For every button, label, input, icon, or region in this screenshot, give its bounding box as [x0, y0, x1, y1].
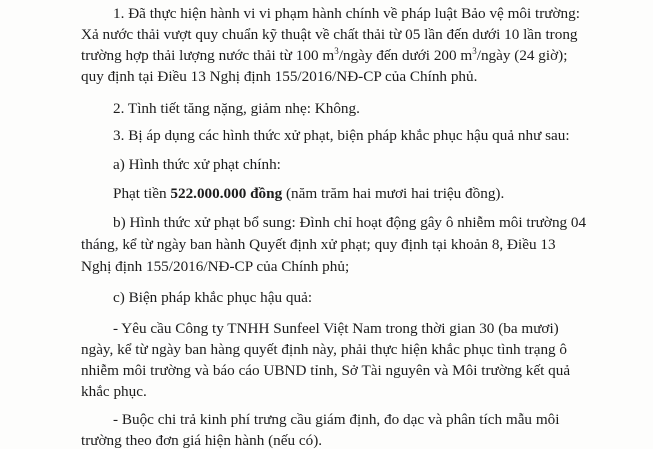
penalties-heading: 3. Bị áp dụng các hình thức xử phạt, biện pháp khắc phục hậu quả như sau: — [113, 127, 570, 144]
fine-prefix: Phạt tiền — [113, 185, 171, 202]
main-penalty-heading: a) Hình thức xử phạt chính: — [113, 156, 281, 173]
violation-line-3-part2: /ngày đến dưới 200 m — [338, 47, 473, 64]
remedy-2-line-1: - Buộc chi trả kinh phí trưng cầu giám định, đo dạc và phân tích mẫu môi — [113, 411, 560, 428]
remedy-1-line-2: ngày, kể từ ngày ban hàng quyết định này, phải thực hiện khắc phục tình trạng ô — [81, 341, 568, 358]
additional-penalty-line-2: tháng, kể từ ngày ban hành Quyết định xử phạt; quy định tại khoản 8, Điều 13 — [81, 236, 556, 253]
remedy-1-line-3: nhiễm môi trường và báo cáo UBND tỉnh, Sở Tài nguyên và Môi trường kết quả — [81, 362, 571, 379]
violation-line-3 — [81, 46, 567, 65]
additional-penalty-line-3: Nghị định 155/2016/NĐ-CP của Chính phủ; — [81, 258, 350, 275]
fine-amount: 522.000.000 đồng — [170, 185, 283, 202]
fine-statement — [113, 184, 504, 203]
unit-superscript-1: 3 — [334, 45, 339, 56]
fine-suffix: (năm trăm hai mươi hai triệu đồng). — [282, 185, 505, 202]
violation-line-1: 1. Đã thực hiện hành vi vi phạm hành chính về pháp luật Bảo vệ môi trường: — [113, 5, 580, 22]
remedial-measures-heading: c) Biện pháp khắc phục hậu quả: — [113, 289, 313, 306]
violation-line-3-part3: /ngày (24 giờ); — [476, 47, 568, 64]
aggravating-circumstances: 2. Tình tiết tăng nặng, giảm nhẹ: Không. — [113, 100, 360, 117]
remedy-2-line-2: trường theo đơn giá hiện hành (nếu có). — [81, 432, 323, 449]
violation-line-2: Xả nước thải vượt quy chuẩn kỹ thuật về chất thải từ 05 lần đến dưới 10 lần trong — [81, 26, 578, 43]
remedy-1-line-1: - Yêu cầu Công ty TNHH Sunfeel Việt Nam trong thời gian 30 (ba mươi) — [113, 320, 559, 337]
violation-line-4: quy định tại Điều 13 Nghị định 155/2016/NĐ-CP của Chính phủ. — [81, 68, 478, 85]
unit-superscript-2: 3 — [472, 45, 477, 56]
violation-line-3-part1: trường hợp thải lượng nước thải từ 100 m — [81, 47, 335, 64]
additional-penalty-line-1: b) Hình thức xử phạt bổ sung: Đình chỉ hoạt động gây ô nhiễm môi trường 04 — [113, 214, 587, 231]
remedy-1-line-4: khắc phục. — [81, 383, 147, 400]
